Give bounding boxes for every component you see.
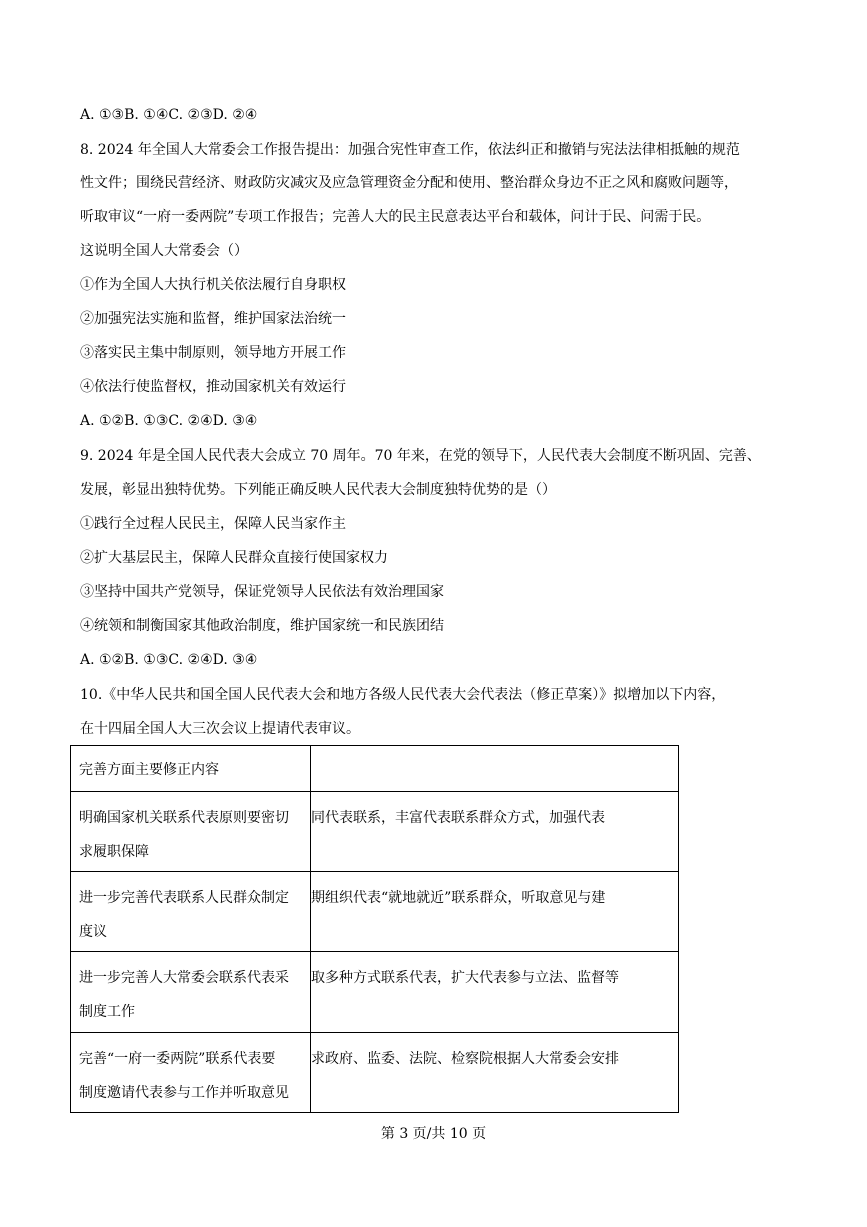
table-header-row <box>71 746 679 792</box>
q9-options: A. ①②B. ①③C. ②④D. ③④ <box>80 652 258 668</box>
revision-table <box>70 745 679 1113</box>
q8-statement-1: ①作为全国人大执行机关依法履行自身职权 <box>80 277 346 293</box>
page-footer: 第 3 页/共 10 页 <box>380 1126 487 1142</box>
cell-text: 完善“一府一委两院”联系代表要 <box>79 1051 276 1067</box>
table-row <box>71 792 679 872</box>
cell-text: 求政府、监委、法院、检察院根据人大常委会安排 <box>311 1051 619 1067</box>
table-cell-aspect <box>71 872 311 952</box>
table-cell-aspect <box>71 792 311 872</box>
q8-options: A. ①②B. ①③C. ②④D. ③④ <box>80 413 258 429</box>
table-header-cell <box>311 746 679 792</box>
cell-text: 进一步完善人大常委会联系代表采 <box>79 970 289 986</box>
q8-statement-2: ②加强宪法实施和监督，维护国家法治统一 <box>80 311 346 327</box>
q10-stem-line-1: 10.《中华人民共和国全国人民代表大会和地方各级人民代表大会代表法（修正草案）》拟增加以下内容， <box>80 687 726 703</box>
cell-text: 求履职保障 <box>79 844 149 860</box>
q9-stem-line-2: 发展，彰显出独特优势。下列能正确反映人民代表大会制度独特优势的是（） <box>80 482 556 498</box>
q8-statement-3: ③落实民主集中制原则，领导地方开展工作 <box>80 345 346 361</box>
table-cell-content <box>311 952 679 1033</box>
cell-text: 制度工作 <box>79 1004 135 1020</box>
q9-statement-3: ③坚持中国共产党领导，保证党领导人民依法有效治理国家 <box>80 584 444 600</box>
q10-stem-line-2: 在十四届全国人大三次会议上提请代表审议。 <box>80 721 360 737</box>
table-cell-aspect <box>71 1033 311 1113</box>
q8-stem-line-3: 听取审议“一府一委两院”专项工作报告；完善人大的民主民意表达平台和载体，问计于民、问需于民。 <box>80 209 711 225</box>
q9-stem-line-1: 9. 2024 年是全国人民代表大会成立 70 周年。70 年来，在党的领导下，人民代表大会制度不断巩固、完善、 <box>80 448 761 464</box>
cell-text: 同代表联系，丰富代表联系群众方式，加强代表 <box>311 810 605 826</box>
table-cell-content <box>311 872 679 952</box>
cell-text: 制度邀请代表参与工作并听取意见 <box>79 1085 289 1101</box>
q9-statement-1: ①践行全过程人民民主，保障人民当家作主 <box>80 516 346 532</box>
cell-text: 明确国家机关联系代表原则要密切 <box>79 810 289 826</box>
q9-statement-4: ④统领和制衡国家其他政治制度，维护国家统一和民族团结 <box>80 618 444 634</box>
q8-stem-line-1: 8. 2024 年全国人大常委会工作报告提出：加强合宪性审查工作，依法纠正和撤销与宪法法律相抵触的规范 <box>80 142 740 158</box>
table-cell-content <box>311 1033 679 1113</box>
table-header-cell: 完善方面主要修正内容 <box>71 746 311 792</box>
table-cell-aspect <box>71 952 311 1033</box>
cell-text: 期组织代表“就地就近”联系群众，听取意见与建 <box>311 890 606 906</box>
table-cell-content <box>311 792 679 872</box>
q7-options: A. ①③B. ①④C. ②③D. ②④ <box>80 107 258 123</box>
cell-text: 进一步完善代表联系人民群众制定 <box>79 890 289 906</box>
cell-text: 度议 <box>79 924 107 940</box>
cell-text: 取多种方式联系代表，扩大代表参与立法、监督等 <box>311 970 619 986</box>
q8-statement-4: ④依法行使监督权，推动国家机关有效运行 <box>80 379 346 395</box>
table-row <box>71 872 679 952</box>
q9-statement-2: ②扩大基层民主，保障人民群众直接行使国家权力 <box>80 550 388 566</box>
q8-stem-line-2: 性文件；围绕民营经济、财政防灾减灾及应急管理资金分配和使用、整治群众身边不正之风和腐败问题等， <box>80 175 738 191</box>
q8-stem-line-4: 这说明全国人大常委会（） <box>80 243 248 259</box>
table-row <box>71 952 679 1033</box>
table-row <box>71 1033 679 1113</box>
